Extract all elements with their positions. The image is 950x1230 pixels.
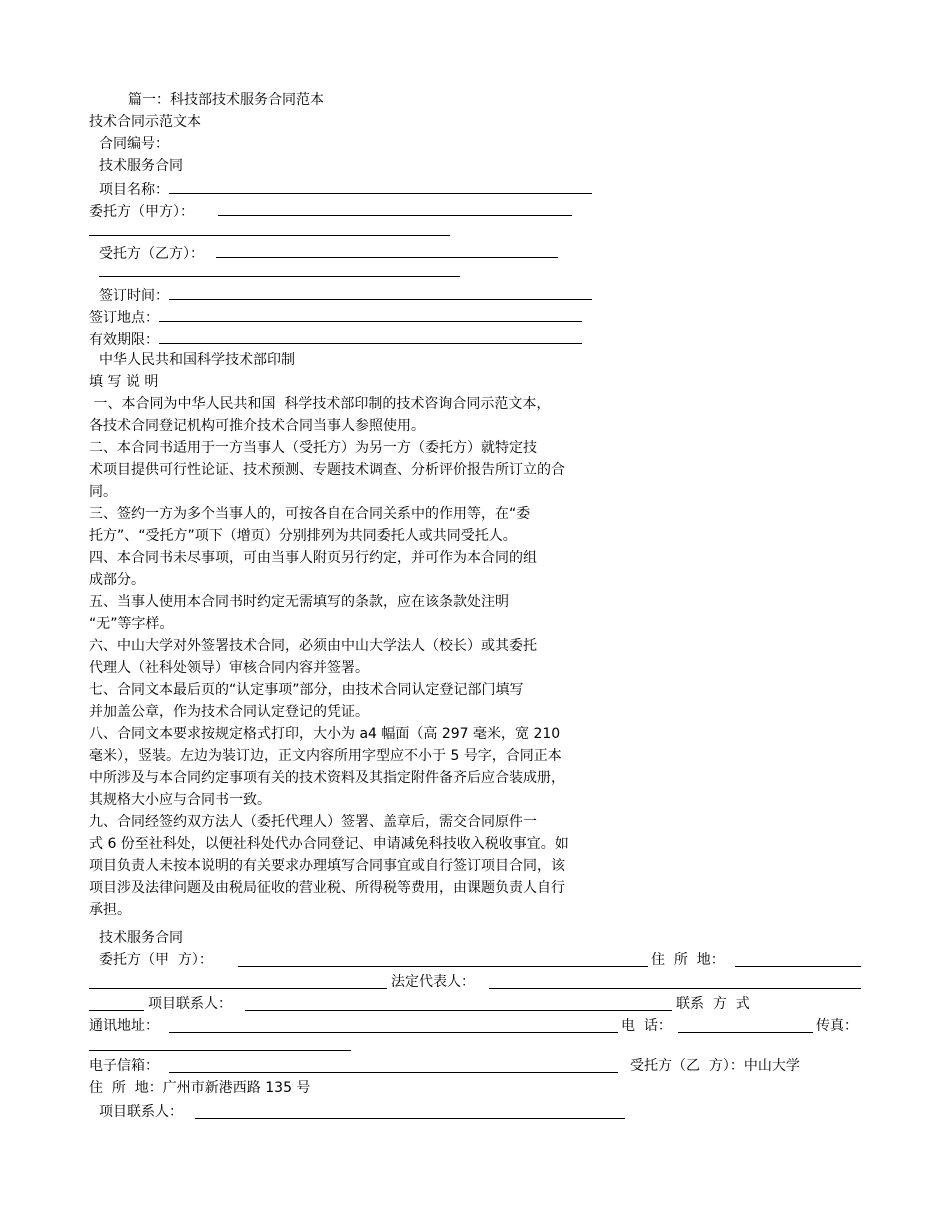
validity-blank xyxy=(159,328,582,344)
client-blank xyxy=(238,966,648,967)
contractor-b-blank-2 xyxy=(99,276,460,277)
contractor-label: 受托方（乙 方）：中山大学 xyxy=(630,1058,800,1074)
contact-method-label: 联系 方 式 xyxy=(676,996,750,1012)
sign-time-label: 签订时间： xyxy=(99,288,169,304)
instruction-line: 二、本合同书适用于一方当事人（受托方）为另一方（委托方）就特定技 xyxy=(89,440,537,456)
instruction-line: 八、合同文本要求按规定格式打印，大小为 a4 幅面（高 297 毫米，宽 210 xyxy=(89,726,561,742)
phone-blank xyxy=(678,1032,813,1033)
instruction-line: 九、合同经签约双方法人（委托代理人）签署、盖章后，需交合同原件一 xyxy=(89,814,537,830)
client-a-blank-2 xyxy=(89,235,450,236)
contractor-contact-label: 项目联系人： xyxy=(99,1104,183,1120)
address-blank-2 xyxy=(89,988,387,989)
instruction-line: 术项目提供可行性论证、技术预测、专题技术调查、分析评价报告所订立的合 xyxy=(89,462,565,478)
validity-field xyxy=(89,328,582,350)
instruction-line: 中所涉及与本合同约定事项有关的技术资料及其指定附件备齐后应合装成册， xyxy=(89,770,565,786)
email-blank xyxy=(169,1072,618,1073)
instructions-heading: 填 写 说 明 xyxy=(89,374,159,390)
legal-rep-blank-2 xyxy=(89,1010,144,1011)
fax-blank xyxy=(89,1050,351,1051)
project-contact-label: 项目联系人： xyxy=(148,996,232,1012)
legal-rep-label: 法定代表人： xyxy=(391,974,475,990)
client-a-label: 委托方（甲方）： xyxy=(89,204,194,220)
project-contact-blank xyxy=(245,1010,672,1011)
article-title: 篇一：科技部技术服务合同范本 xyxy=(128,92,324,108)
contractor-b-blank xyxy=(216,242,558,258)
email-label: 电子信箱： xyxy=(89,1058,159,1074)
contract-no-label: 合同编号： xyxy=(99,136,169,152)
contract-type: 技术服务合同 xyxy=(99,158,183,174)
instruction-line: 一、本合同为中华人民共和国 科学技术部印制的技术咨询合同示范文本， xyxy=(89,396,551,412)
project-name-field xyxy=(99,178,592,200)
contractor-contact-blank xyxy=(195,1118,625,1119)
sign-place-field xyxy=(89,306,582,328)
instruction-line: 四、本合同书未尽事项，可由当事人附页另行约定，并可作为本合同的组 xyxy=(89,550,537,566)
instruction-line: 并加盖公章，作为技术合同认定登记的凭证。 xyxy=(89,704,369,720)
instruction-line: 项目负责人未按本说明的有关要求办理填写合同事宜或自行签订项目合同，该 xyxy=(89,858,565,874)
legal-rep-blank xyxy=(489,988,861,989)
instruction-line: 托方”、“受托方”项下（增页）分别排列为共同委托人或共同受托人。 xyxy=(89,528,517,544)
validity-label: 有效期限： xyxy=(89,332,159,348)
instruction-line: 承担。 xyxy=(89,902,131,918)
instruction-line: 六、中山大学对外签署技术合同，必须由中山大学法人（校长）或其委托 xyxy=(89,638,537,654)
project-name-blank xyxy=(169,178,592,194)
mail-address-label: 通讯地址： xyxy=(89,1018,159,1034)
address-label: 住 所 地： xyxy=(651,952,725,968)
instruction-line: 其规格大小应与合同书一致。 xyxy=(89,792,271,808)
instruction-line: 项目涉及法律问题及由税局征收的营业税、所得税等费用，由课题负责人自行 xyxy=(89,880,565,896)
instruction-line: 成部分。 xyxy=(89,572,145,588)
instruction-line: 五、当事人使用本合同书时约定无需填写的条款，应在该条款处注明 xyxy=(89,594,509,610)
printed-by: 中华人民共和国科学技术部印制 xyxy=(99,352,295,368)
instruction-line: 各技术合同登记机构可推介技术合同当事人参照使用。 xyxy=(89,418,425,434)
mail-address-blank xyxy=(169,1032,618,1033)
project-name-label: 项目名称： xyxy=(99,182,169,198)
instruction-line: 式 6 份至社科处，以便社科处代办合同登记、申请减免科技收入税收事宜。如 xyxy=(89,836,569,852)
client-a-field xyxy=(89,200,572,222)
instruction-line: 三、签约一方为多个当事人的，可按各自在合同关系中的作用等，在“委 xyxy=(89,506,531,522)
fax-label: 传真： xyxy=(816,1018,858,1034)
instruction-line: “无”等字样。 xyxy=(89,616,174,632)
instruction-line: 代理人（社科处领导）审核合同内容并签署。 xyxy=(89,660,369,676)
instruction-line: 毫米），竖装。左边为装订边，正文内容所用字型应不小于 5 号字，合同正本 xyxy=(89,748,562,764)
phone-label: 电 话： xyxy=(621,1018,672,1034)
sign-time-blank xyxy=(169,284,592,300)
contractor-b-field xyxy=(99,242,558,264)
sign-place-blank xyxy=(159,306,582,322)
contractor-b-label: 受托方（乙方）： xyxy=(99,246,204,262)
instruction-line: 七、合同文本最后页的“认定事项”部分，由技术合同认定登记部门填写 xyxy=(89,682,524,698)
client-a-blank xyxy=(218,200,572,216)
client-label: 委托方（甲 方）： xyxy=(99,952,213,968)
doc-title: 技术合同示范文本 xyxy=(89,114,201,130)
contractor-address: 住 所 地：广州市新港西路 135 号 xyxy=(89,1080,311,1096)
address-blank xyxy=(735,966,861,967)
sign-place-label: 签订地点： xyxy=(89,310,159,326)
instruction-line: 同。 xyxy=(89,484,117,500)
sign-time-field xyxy=(99,284,592,306)
contract-title: 技术服务合同 xyxy=(99,930,183,946)
